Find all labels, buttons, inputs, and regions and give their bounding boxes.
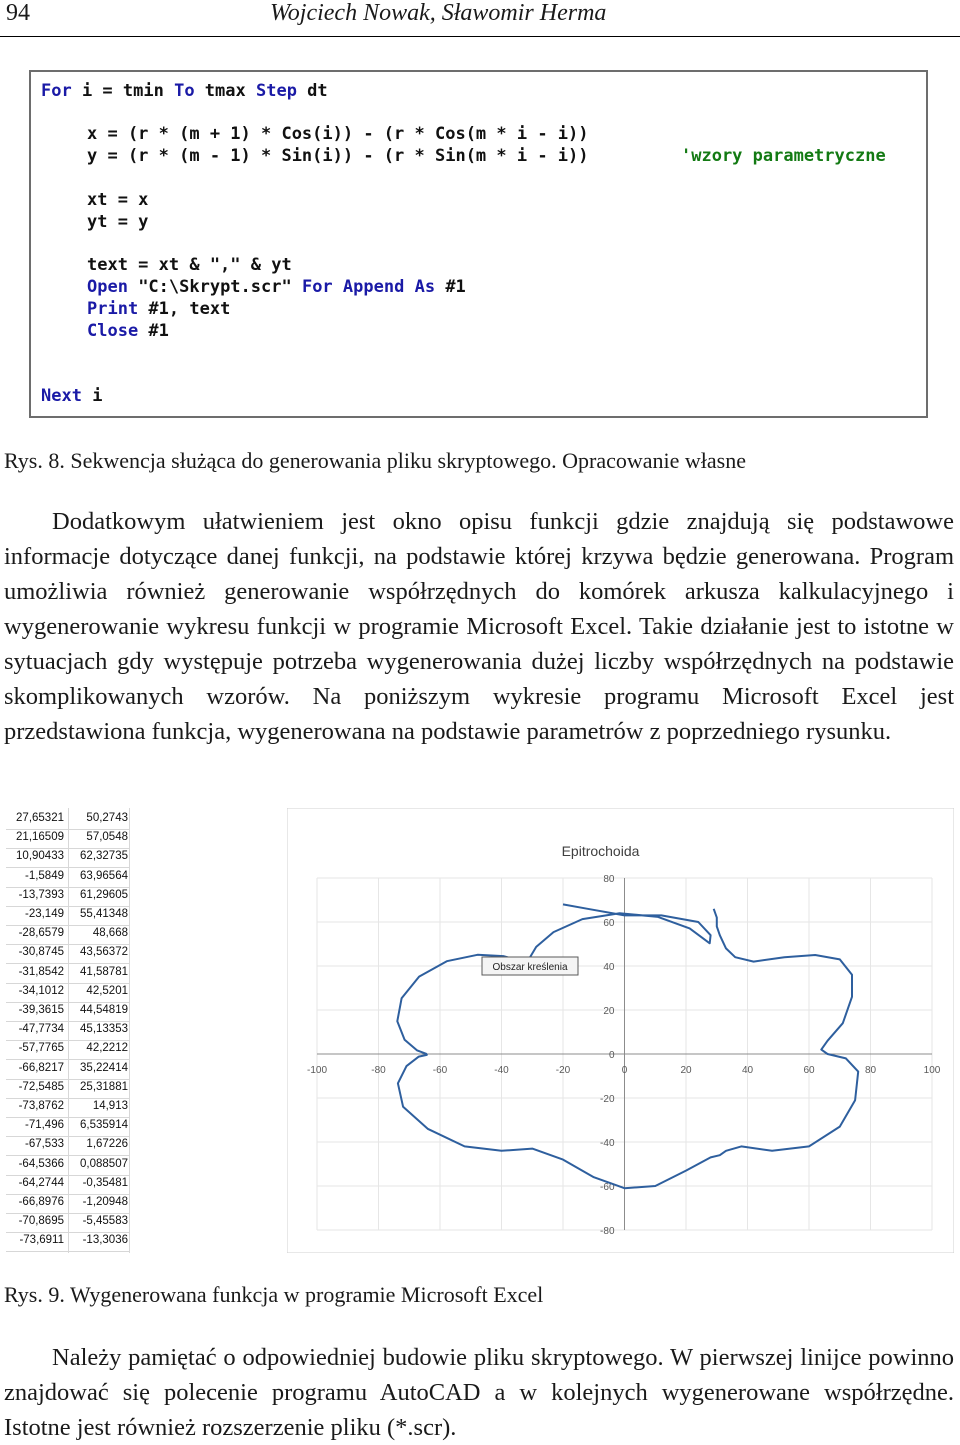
sheet-row bbox=[6, 1079, 130, 1099]
sheet-cell-y: 41,58781 bbox=[80, 965, 128, 978]
sheet-cell-x: -13,7393 bbox=[18, 888, 64, 901]
page-header bbox=[0, 0, 960, 36]
excel-figure bbox=[6, 808, 954, 1253]
sheet-row bbox=[6, 1175, 130, 1195]
sheet-row bbox=[6, 1021, 130, 1041]
body-paragraph-1-text: Dodatkowym ułatwieniem jest okno opisu funkcji gdzie znajdują się podstawowe informacje dotyczące danej funkcji, na podstawie której krzywa będzie generowana. Program umożliwia również generowanie współrzędnych do komórek arkusza kalkulacyjnego i wygenerowanie wykresu funkcji w programie Microsoft Excel. Takie działanie jest to istotne w sytuacjach gdy występuje potrzeba wygenerowania dużej liczby współrzędnych na podstawie skomplikowanych wzorów. Na poniższym wykresie programu Microsoft Excel jest przedstawiona funkcja, wygenerowana na podstawie parametrów z poprzedniego rysunku. bbox=[4, 508, 954, 745]
sheet-cell-x: -34,1012 bbox=[18, 984, 64, 997]
y-tick-label: 80 bbox=[603, 874, 615, 885]
body-paragraph-2-text: Należy pamiętać o odpowiedniej budowie pliku skryptowego. W pierwszej linijce powinno znajdować się polecenie programu AutoCAD a w kolejnych wygenerowane współrzędne. Istotne jest również rozszerzenie pliku (*.scr). bbox=[4, 1344, 954, 1441]
sheet-cell-y: 50,2743 bbox=[86, 812, 128, 824]
x-tick-label: 60 bbox=[803, 1065, 815, 1076]
x-tick-label: 40 bbox=[741, 1065, 754, 1076]
sheet-cell-x: 10,90433 bbox=[16, 850, 64, 863]
code-line-yt: yt = y bbox=[87, 212, 149, 232]
sheet-cell-x: -67,533 bbox=[24, 1138, 64, 1151]
sheet-cell-y: 35,22414 bbox=[80, 1061, 128, 1074]
x-tick-label: -100 bbox=[306, 1065, 328, 1076]
y-tick-label: 20 bbox=[603, 1006, 615, 1017]
sheet-row bbox=[6, 829, 130, 849]
page-number: 94 bbox=[6, 0, 30, 26]
code-line-print: Print #1, text bbox=[87, 299, 231, 319]
code-line-xt: xt = x bbox=[87, 190, 149, 210]
sheet-cell-x: 27,65321 bbox=[16, 812, 64, 824]
y-tick-label: -20 bbox=[600, 1094, 615, 1105]
sheet-row bbox=[6, 1002, 130, 1022]
sheet-cell-y: 62,32735 bbox=[80, 850, 128, 863]
y-tick-label: 40 bbox=[603, 962, 615, 973]
sheet-cell-y: 61,29605 bbox=[80, 888, 128, 901]
sheet-cell-y: 0,088507 bbox=[80, 1157, 128, 1170]
sheet-cell-x: -30,8745 bbox=[18, 946, 64, 959]
sheet-cell-y: 44,54819 bbox=[80, 1004, 128, 1016]
sheet-cell-y: -0,35481 bbox=[82, 1176, 128, 1189]
y-tick-label: -80 bbox=[600, 1226, 615, 1237]
sheet-cell-x: -72,5485 bbox=[18, 1080, 64, 1093]
sheet-cell-y: 42,2212 bbox=[86, 1042, 128, 1055]
y-tick-label: -60 bbox=[600, 1182, 615, 1193]
sheet-row bbox=[6, 848, 130, 868]
x-tick-label: 100 bbox=[923, 1065, 941, 1076]
x-tick-label: -60 bbox=[432, 1065, 448, 1076]
sheet-cell-x: -57,7765 bbox=[18, 1042, 64, 1055]
figure-caption-8: Rys. 8. Sekwencja służąca do generowania pliku skryptowego. Opracowanie własne bbox=[4, 448, 747, 473]
chart-area bbox=[287, 808, 954, 1253]
sheet-row bbox=[6, 906, 130, 926]
code-line-close: Close #1 bbox=[87, 321, 169, 341]
sheet-cell-y: 43,56372 bbox=[80, 946, 128, 959]
sheet-row bbox=[6, 1213, 130, 1233]
sheet-cell-y: -1,20948 bbox=[82, 1196, 128, 1208]
x-tick-label: -80 bbox=[371, 1065, 386, 1076]
sheet-cell-x: -64,2744 bbox=[18, 1176, 64, 1189]
sheet-row bbox=[6, 1117, 130, 1137]
code-line-text: text = xt & "," & yt bbox=[87, 255, 292, 275]
spreadsheet-columns bbox=[6, 808, 130, 1253]
sheet-cell-y: 1,67226 bbox=[86, 1138, 128, 1151]
sheet-row bbox=[6, 1232, 130, 1252]
sheet-cell-x: -73,6911 bbox=[19, 1234, 64, 1247]
x-tick-label: 20 bbox=[680, 1065, 692, 1076]
code-line-open: Open "C:\Skrypt.scr" For Append As #1 bbox=[87, 277, 466, 297]
code-line-for: For i = tmin To tmax Step dt bbox=[41, 81, 328, 101]
code-listing bbox=[29, 70, 928, 418]
sheet-row bbox=[6, 964, 130, 984]
sheet-row bbox=[6, 1136, 130, 1156]
sheet-cell-y: -13,3036 bbox=[82, 1234, 128, 1247]
sheet-cell-y: 63,96564 bbox=[80, 869, 128, 882]
sheet-cell-y: 48,668 bbox=[92, 927, 128, 940]
sheet-row bbox=[6, 868, 130, 888]
sheet-cell-x: -31,8542 bbox=[18, 965, 64, 978]
sheet-row bbox=[6, 887, 130, 907]
chart-title: Epitrochoida bbox=[561, 843, 640, 859]
sheet-cell-x: 21,16509 bbox=[16, 831, 64, 844]
chart-tooltip-label: Obszar kreślenia bbox=[492, 962, 568, 973]
sheet-cell-y: 55,41348 bbox=[80, 908, 128, 920]
sheet-cell-y: 42,5201 bbox=[86, 984, 128, 997]
code-comment: 'wzory parametryczne bbox=[681, 146, 886, 166]
sheet-cell-x: -64,5366 bbox=[18, 1157, 64, 1170]
figure-caption-9: Rys. 9. Wygenerowana funkcja w programie Microsoft Excel bbox=[4, 1282, 544, 1307]
y-tick-label: 0 bbox=[608, 1050, 615, 1061]
sheet-cell-y: -5,45583 bbox=[82, 1215, 128, 1228]
x-tick-label: -20 bbox=[555, 1065, 571, 1076]
sheet-row bbox=[6, 1060, 130, 1080]
sheet-row bbox=[6, 1156, 130, 1176]
sheet-cell-y: 25,31881 bbox=[80, 1080, 128, 1093]
sheet-cell-x: -39,3615 bbox=[18, 1004, 64, 1016]
sheet-cell-y: 45,13353 bbox=[80, 1023, 128, 1036]
y-tick-label: 60 bbox=[603, 918, 615, 929]
header-rule bbox=[0, 36, 960, 37]
sheet-cell-x: -28,6579 bbox=[18, 927, 64, 940]
x-tick-label: 0 bbox=[621, 1065, 628, 1076]
sheet-cell-x: -66,8217 bbox=[18, 1061, 64, 1074]
sheet-cell-y: 6,535914 bbox=[80, 1119, 128, 1132]
sheet-row bbox=[6, 925, 130, 945]
sheet-cell-x: -66,8976 bbox=[18, 1196, 64, 1208]
sheet-cell-x: -23,149 bbox=[24, 908, 64, 920]
sheet-cell-y: 57,0548 bbox=[86, 831, 128, 844]
sheet-cell-x: -1,5849 bbox=[24, 869, 64, 882]
y-tick-label: -40 bbox=[600, 1138, 615, 1149]
x-tick-label: -40 bbox=[494, 1065, 509, 1076]
x-tick-label: 80 bbox=[864, 1065, 877, 1076]
sheet-cell-y: 14,913 bbox=[92, 1100, 128, 1112]
body-paragraph-2 bbox=[4, 1340, 954, 1445]
sheet-row bbox=[6, 983, 130, 1003]
epitrochoid-chart bbox=[287, 808, 954, 1253]
body-paragraph-1 bbox=[4, 504, 954, 749]
sheet-row bbox=[6, 810, 130, 830]
sheet-row bbox=[6, 944, 130, 964]
sheet-cell-x: -73,8762 bbox=[18, 1100, 64, 1112]
sheet-row bbox=[6, 1194, 130, 1214]
sheet-row bbox=[6, 1040, 130, 1060]
code-line-y: y = (r * (m - 1) * Sin(i)) - (r * Sin(m * i - i)) bbox=[87, 146, 589, 166]
sheet-row bbox=[6, 1098, 130, 1118]
code-line-next: Next i bbox=[41, 386, 103, 406]
code-line-x: x = (r * (m + 1) * Cos(i)) - (r * Cos(m * i - i)) bbox=[87, 124, 589, 144]
sheet-cell-x: -70,8695 bbox=[18, 1215, 64, 1228]
sheet-cell-x: -71,496 bbox=[24, 1119, 64, 1132]
sheet-cell-x: -47,7734 bbox=[18, 1023, 64, 1036]
running-head-authors: Wojciech Nowak, Sławomir Herma bbox=[270, 0, 607, 26]
